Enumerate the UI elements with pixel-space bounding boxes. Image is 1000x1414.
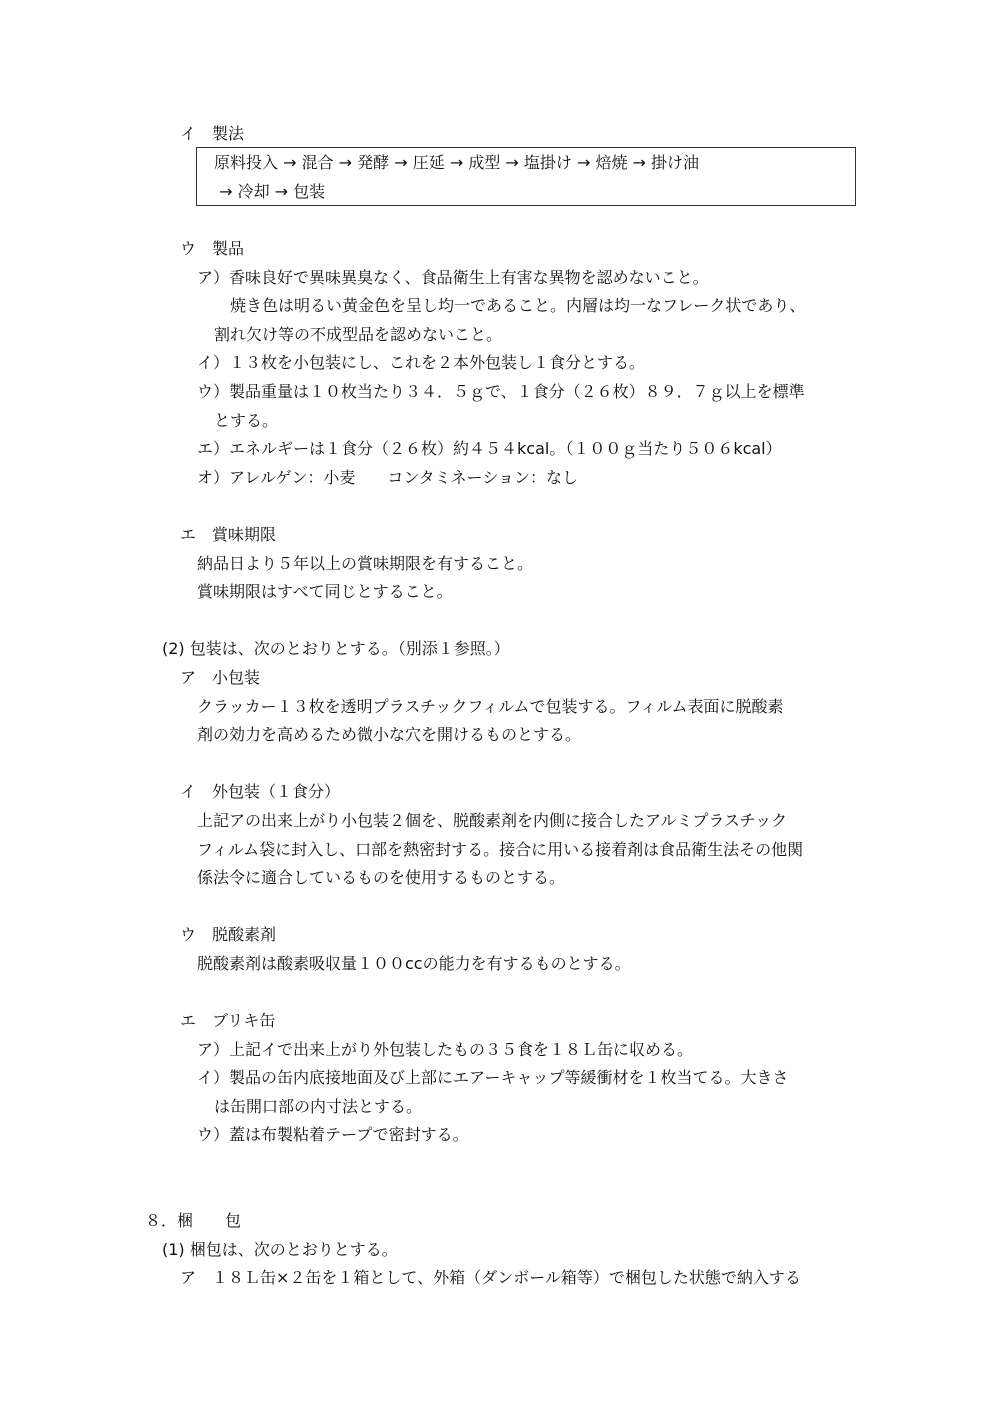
process-heading: イ 製法 xyxy=(180,124,245,143)
crating-intro: (1) 梱包は、次のとおりとする。 xyxy=(162,1240,398,1259)
product-item-a-cont2: 割れ欠け等の不成型品を認めないこと。 xyxy=(214,325,503,344)
product-item-a-cont1: 焼き色は明るい黄金色を呈し均一であること。内層は均一なフレーク状であり、 xyxy=(230,296,806,315)
tin-can-item-c: ウ）蓋は布製粘着テープで密封する。 xyxy=(197,1125,469,1144)
product-item-c-cont: とする。 xyxy=(214,411,279,430)
tin-can-item-a: ア）上記イで出来上がり外包装したもの３５食を１８Ｌ缶に収める。 xyxy=(197,1040,694,1059)
tin-can-item-b-cont: は缶開口部の内寸法とする。 xyxy=(214,1097,423,1116)
outer-pack-line1: 上記アの出来上がり小包装２個を、脱酸素剤を内側に接合したアルミプラスチック xyxy=(197,811,788,830)
shelf-life-line1: 納品日より５年以上の賞味期限を有すること。 xyxy=(197,554,534,573)
outer-pack-heading: イ 外包装（１食分） xyxy=(180,782,341,801)
product-item-e: オ）アレルゲン：小麦 コンタミネーション：なし xyxy=(197,468,579,487)
product-item-a: ア）香味良好で異味異臭なく、食品衛生上有害な異物を認めないこと。 xyxy=(197,268,709,287)
small-pack-line2: 剤の効力を高めるため微小な穴を開けるものとする。 xyxy=(197,725,582,744)
tin-can-heading: エ ブリキ缶 xyxy=(180,1011,276,1030)
packaging-intro: (2) 包装は、次のとおりとする。（別添１参照。） xyxy=(162,639,510,658)
product-heading: ウ 製品 xyxy=(180,239,245,258)
process-flow-line2: → 冷却 → 包装 xyxy=(214,182,326,201)
outer-pack-line3: 係法令に適合しているものを使用するものとする。 xyxy=(197,868,566,887)
process-flow-line1: 原料投入 → 混合 → 発酵 → 圧延 → 成型 → 塩掛け → 焙焼 → 掛け油 xyxy=(214,153,700,172)
outer-pack-line2: フィルム袋に封入し、口部を熱密封する。接合に用いる接着剤は食品衛生法その他関 xyxy=(197,840,804,859)
section-8-heading: ８．梱 包 xyxy=(145,1211,242,1230)
product-item-d: エ）エネルギーは１食分（２６枚）約４５４kcal。（１００ｇ当たり５０６kcal） xyxy=(197,439,782,458)
shelf-life-line2: 賞味期限はすべて同じとすること。 xyxy=(197,582,453,601)
product-item-c: ウ）製品重量は１０枚当たり３４．５ｇで、１食分（２６枚）８９．７ｇ以上を標準 xyxy=(197,382,805,401)
product-item-b: イ）１３枚を小包装にし、これを２本外包装し１食分とする。 xyxy=(197,353,646,372)
small-pack-heading: ア 小包装 xyxy=(180,668,261,687)
oxygen-absorber-heading: ウ 脱酸素剤 xyxy=(180,925,277,944)
oxygen-absorber-line1: 脱酸素剤は酸素吸収量１００ccの能力を有するものとする。 xyxy=(197,954,631,973)
crating-item-a: ア １８Ｌ缶×２缶を１箱として、外箱（ダンボール箱等）で梱包した状態で納入する xyxy=(180,1268,801,1287)
shelf-life-heading: エ 賞味期限 xyxy=(180,525,277,544)
small-pack-line1: クラッカー１３枚を透明プラスチックフィルムで包装する。フィルム表面に脱酸素 xyxy=(197,697,784,716)
tin-can-item-b: イ）製品の缶内底接地面及び上部にエアーキャップ等緩衝材を１枚当てる。大きさ xyxy=(197,1068,789,1087)
